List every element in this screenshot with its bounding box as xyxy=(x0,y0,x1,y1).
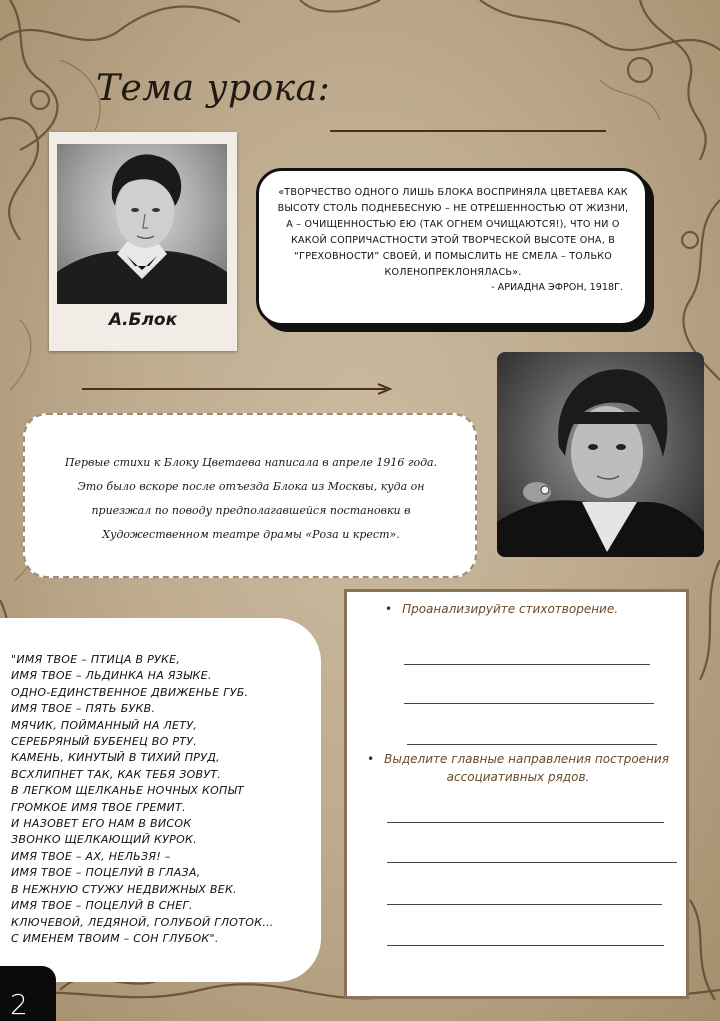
info-box xyxy=(23,413,477,578)
task-text: Проанализируйте стихотворение. xyxy=(402,602,619,616)
poem-line: ИМЯ ТВОЕ – ЛЬДИНКА НА ЯЗЫКЕ. xyxy=(11,669,212,683)
answer-line[interactable] xyxy=(387,945,664,946)
blok-portrait-caption: А.Блок xyxy=(108,310,178,330)
tsvetaeva-portrait-photo xyxy=(497,352,704,557)
task-item-analyze xyxy=(385,600,695,618)
title-underline xyxy=(330,130,606,132)
bullet-icon: • xyxy=(367,752,375,766)
page-title: Тема урока: xyxy=(96,68,331,109)
poem-box xyxy=(0,618,321,982)
blok-portrait-card xyxy=(49,132,237,351)
poem-line: ИМЯ ТВОЕ – ПОЦЕЛУЙ В ГЛАЗА, xyxy=(11,866,201,880)
poem-line: ОДНО-ЕДИНСТВЕННОЕ ДВИЖЕНЬЕ ГУБ. xyxy=(11,685,249,699)
answer-line[interactable] xyxy=(404,664,650,665)
poem-line: СЕРЕБРЯНЫЙ БУБЕНЕЦ ВО РТУ. xyxy=(11,735,198,749)
poem-line: "ИМЯ ТВОЕ – ПТИЦА В РУКЕ, xyxy=(11,653,181,666)
task-item-associations xyxy=(353,750,683,786)
answer-line[interactable] xyxy=(407,744,657,745)
poem-line: КАМЕНЬ, КИНУТЫЙ В ТИХИЙ ПРУД, xyxy=(11,751,220,765)
blok-portrait-photo xyxy=(57,144,227,304)
info-text: Первые стихи к Блоку Цветаева написала в апреле 1916 года. Это было вскоре после отъезда Блока из Москвы, куда он приезжал по поводу предполагавшейся постановки в Художественном театре драмы «Роза и крест». xyxy=(64,456,438,541)
answer-line[interactable] xyxy=(404,703,654,704)
poem-line: ВСХЛИПНЕТ ТАК, КАК ТЕБЯ ЗОВУТ. xyxy=(11,767,222,781)
task-box xyxy=(344,589,689,999)
poem-line: ГРОМКОЕ ИМЯ ТВОЕ ГРЕМИТ. xyxy=(11,800,186,814)
poem-line: И НАЗОВЕТ ЕГО НАМ В ВИСОК xyxy=(11,817,192,831)
page-number: 2 xyxy=(10,988,28,1021)
answer-line[interactable] xyxy=(387,862,677,863)
poem-line: КЛЮЧЕВОЙ, ЛЕДЯНОЙ, ГОЛУБОЙ ГЛОТОК… xyxy=(11,915,274,929)
quote-box xyxy=(256,168,648,326)
answer-line[interactable] xyxy=(387,822,664,823)
quote-text: «ТВОРЧЕСТВО ОДНОГО ЛИШЬ БЛОКА ВОСПРИНЯЛА ЦВЕТАЕВА КАК ВЫСОТУ СТОЛЬ ПОДНЕБЕСНУЮ – НЕ ОТРЕШЕННОСТЬЮ ОТ ЖИЗНИ, А – ОЧИЩЕННОСТЬЮ ЕЮ (ТАК ОГНЕМ ОЧИЩАЮТСЯ!), ЧТО НИ О КАКОЙ СОПРИЧАСТНОСТИ ЭТОЙ ТВОРЧЕСКОЙ ВЫСОТЕ ОНА, В “ГРЕХОВНОСТИ” СВОЕЙ, И ПОМЫСЛИТЬ НЕ СМЕЛА – ТОЛЬКО КОЛЕНОПРЕКЛОНЯЛАСЬ». xyxy=(277,187,629,278)
bullet-icon: • xyxy=(385,602,393,616)
poem-line: ИМЯ ТВОЕ – ПЯТЬ БУКВ. xyxy=(11,702,156,716)
answer-line[interactable] xyxy=(387,904,662,905)
poem-line: В ЛЕГКОМ ЩЕЛКАНЬЕ НОЧНЫХ КОПЫТ xyxy=(11,784,244,798)
poem-line: МЯЧИК, ПОЙМАННЫЙ НА ЛЕТУ, xyxy=(11,718,198,732)
poem-lines xyxy=(11,652,274,947)
page-number-box xyxy=(0,966,56,1021)
arrow-divider-icon xyxy=(82,382,394,396)
portrait-silhouette-icon xyxy=(497,352,704,557)
quote-author: - АРИАДНА ЭФРОН, 1918Г. xyxy=(491,282,623,293)
poem-line: ИМЯ ТВОЕ – ПОЦЕЛУЙ В СНЕГ. xyxy=(11,899,193,913)
task-text: Выделите главные направления построения ассоциативных рядов. xyxy=(384,752,669,784)
poem-line: ИМЯ ТВОЕ – АХ, НЕЛЬЗЯ! – xyxy=(11,849,171,863)
poem-line: С ИМЕНЕМ ТВОИМ – СОН ГЛУБОК". xyxy=(11,931,219,945)
poem-line: В НЕЖНУЮ СТУЖУ НЕДВИЖНЫХ ВЕК. xyxy=(11,882,237,896)
portrait-silhouette-icon xyxy=(57,144,227,304)
poem-line: ЗВОНКО ЩЕЛКАЮЩИЙ КУРОК. xyxy=(11,833,197,847)
